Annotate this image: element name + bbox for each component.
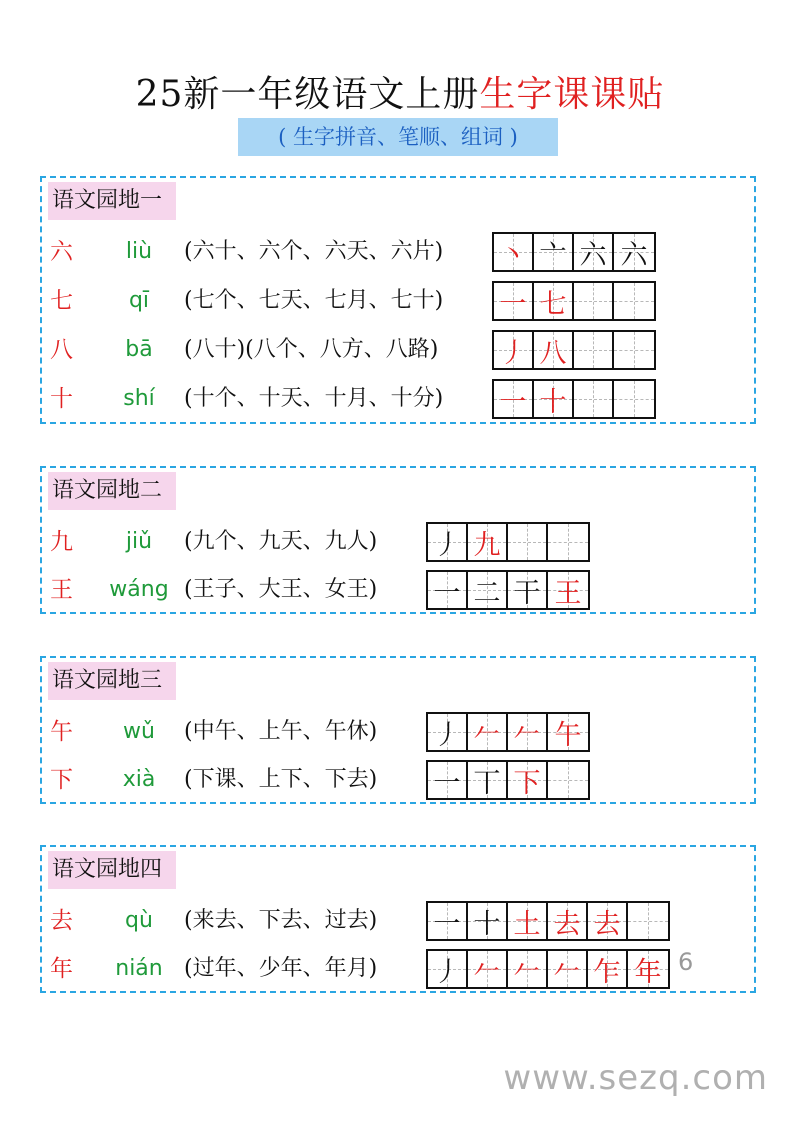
stroke-cell (468, 903, 508, 939)
stroke-cell (574, 283, 614, 319)
page-title (0, 66, 800, 117)
stroke: 十 (473, 908, 501, 940)
stroke: 丿 (433, 956, 461, 988)
stroke-cell (428, 572, 468, 608)
pinyin: jiǔ (125, 529, 153, 554)
stroke-cell (468, 572, 508, 608)
stroke-cell (548, 762, 588, 798)
section-unit-3 (40, 656, 756, 804)
stroke-grid (492, 330, 656, 370)
word-group: (王子、大王、女王) (184, 577, 378, 602)
stroke: 十 (539, 386, 567, 418)
word-group: (中午、上午、午休) (184, 719, 378, 744)
stroke: 𠂉 (513, 956, 541, 988)
stroke-cell (468, 524, 508, 560)
stroke: 一 (433, 908, 461, 940)
stroke: 王 (554, 577, 582, 609)
pinyin: wǔ (123, 719, 155, 744)
section-title: 语文园地三 (48, 662, 176, 700)
stroke-cell (614, 381, 654, 417)
stroke-cell (534, 332, 574, 368)
stroke: 八 (539, 337, 567, 369)
stroke: 干 (513, 577, 541, 609)
stroke-cell (468, 762, 508, 798)
word-group: (九个、九天、九人) (184, 529, 378, 554)
stroke-cell (508, 524, 548, 560)
stroke: 丿 (433, 719, 461, 751)
stroke-cell (574, 234, 614, 270)
section-title: 语文园地一 (48, 182, 176, 220)
stroke: 去 (553, 908, 581, 940)
stroke-cell (494, 283, 534, 319)
stroke-grid (426, 949, 670, 989)
stroke-cell (494, 381, 534, 417)
stroke-cell (574, 381, 614, 417)
char: 九 (50, 529, 73, 555)
stroke: 去 (593, 908, 621, 940)
stroke-grid (492, 232, 656, 272)
section-title: 语文园地四 (48, 851, 176, 889)
pinyin: liù (125, 239, 153, 264)
word-group: (来去、下去、过去) (184, 908, 378, 933)
char: 八 (50, 337, 73, 363)
stroke-cell (428, 762, 468, 798)
stroke: 七 (539, 288, 567, 320)
word-group: (过年、少年、年月) (184, 956, 378, 981)
stroke-grid (426, 522, 590, 562)
word-group: (下课、上下、下去) (184, 767, 378, 792)
stroke-grid (426, 901, 670, 941)
stroke-cell (494, 332, 534, 368)
page-number: 6 (678, 948, 694, 976)
title-main: 25新一年级语文上册 (135, 74, 480, 115)
stroke-cell (428, 951, 468, 987)
pinyin: qī (128, 288, 150, 313)
title-highlight: 生字课课贴 (479, 74, 665, 115)
stroke: 下 (513, 767, 541, 799)
word-group: (八十)(八个、八方、八路) (184, 337, 439, 362)
stroke: 𠂉 (513, 719, 541, 751)
stroke-cell (534, 234, 574, 270)
stroke: 九 (473, 529, 501, 561)
stroke-cell (508, 762, 548, 798)
stroke-cell (534, 381, 574, 417)
char: 去 (50, 908, 73, 934)
stroke: 二 (473, 577, 501, 609)
stroke-cell (428, 524, 468, 560)
stroke-cell (548, 903, 588, 939)
stroke-cell (534, 283, 574, 319)
stroke-cell (548, 714, 588, 750)
char: 十 (50, 386, 73, 412)
stroke-cell (508, 903, 548, 939)
stroke-grid (492, 281, 656, 321)
watermark: www.sezq.com (503, 1058, 768, 1098)
stroke-cell (614, 332, 654, 368)
stroke-grid (492, 379, 656, 419)
section-unit-1 (40, 176, 756, 424)
stroke: 𠂉 (553, 956, 581, 988)
stroke: 午 (554, 719, 582, 751)
stroke-cell (628, 903, 668, 939)
page-subtitle: ( 生字拼音、笔顺、组词 ) (238, 118, 558, 156)
section-unit-4 (40, 845, 756, 993)
char: 七 (50, 288, 73, 314)
stroke-cell (614, 283, 654, 319)
stroke-grid (426, 760, 590, 800)
stroke: 𠂉 (473, 956, 501, 988)
word-group: (六十、六个、六天、六片) (184, 239, 444, 264)
char: 年 (50, 956, 73, 982)
stroke: 六 (620, 239, 648, 271)
stroke: 亠 (539, 239, 567, 271)
stroke-cell (508, 951, 548, 987)
stroke: 丿 (433, 529, 461, 561)
stroke-grid (426, 712, 590, 752)
stroke: 丅 (473, 767, 501, 799)
section-title: 语文园地二 (48, 472, 176, 510)
stroke-cell (548, 572, 588, 608)
stroke-cell (574, 332, 614, 368)
stroke-cell (548, 951, 588, 987)
stroke: 一 (433, 577, 461, 609)
stroke: 六 (579, 239, 607, 271)
pinyin: bā (125, 337, 153, 362)
char: 午 (50, 719, 73, 745)
pinyin: shí (123, 386, 155, 411)
pinyin: wáng (109, 577, 169, 602)
word-group: (十个、十天、十月、十分) (184, 386, 444, 411)
stroke-cell (628, 951, 668, 987)
stroke: 一 (433, 767, 461, 799)
stroke-cell (508, 572, 548, 608)
word-group: (七个、七天、七月、七十) (184, 288, 444, 313)
char: 王 (50, 577, 73, 603)
char: 下 (50, 767, 73, 793)
stroke: 年 (634, 956, 662, 988)
stroke: 乍 (593, 956, 621, 988)
stroke-cell (428, 903, 468, 939)
stroke: 𠂉 (473, 719, 501, 751)
stroke-cell (588, 951, 628, 987)
section-unit-2 (40, 466, 756, 614)
stroke: 一 (499, 288, 527, 320)
stroke: 丿 (499, 337, 527, 369)
pinyin: xià (122, 767, 156, 792)
stroke-cell (508, 714, 548, 750)
stroke-cell (614, 234, 654, 270)
stroke: 土 (513, 908, 541, 940)
stroke-cell (588, 903, 628, 939)
stroke: 一 (499, 386, 527, 418)
stroke-cell (494, 234, 534, 270)
stroke-cell (468, 951, 508, 987)
pinyin: nián (115, 956, 163, 981)
stroke: 丶 (499, 239, 527, 271)
stroke-cell (548, 524, 588, 560)
stroke-cell (468, 714, 508, 750)
stroke-grid (426, 570, 590, 610)
stroke-cell (428, 714, 468, 750)
pinyin: qù (125, 908, 153, 933)
char: 六 (50, 239, 73, 265)
